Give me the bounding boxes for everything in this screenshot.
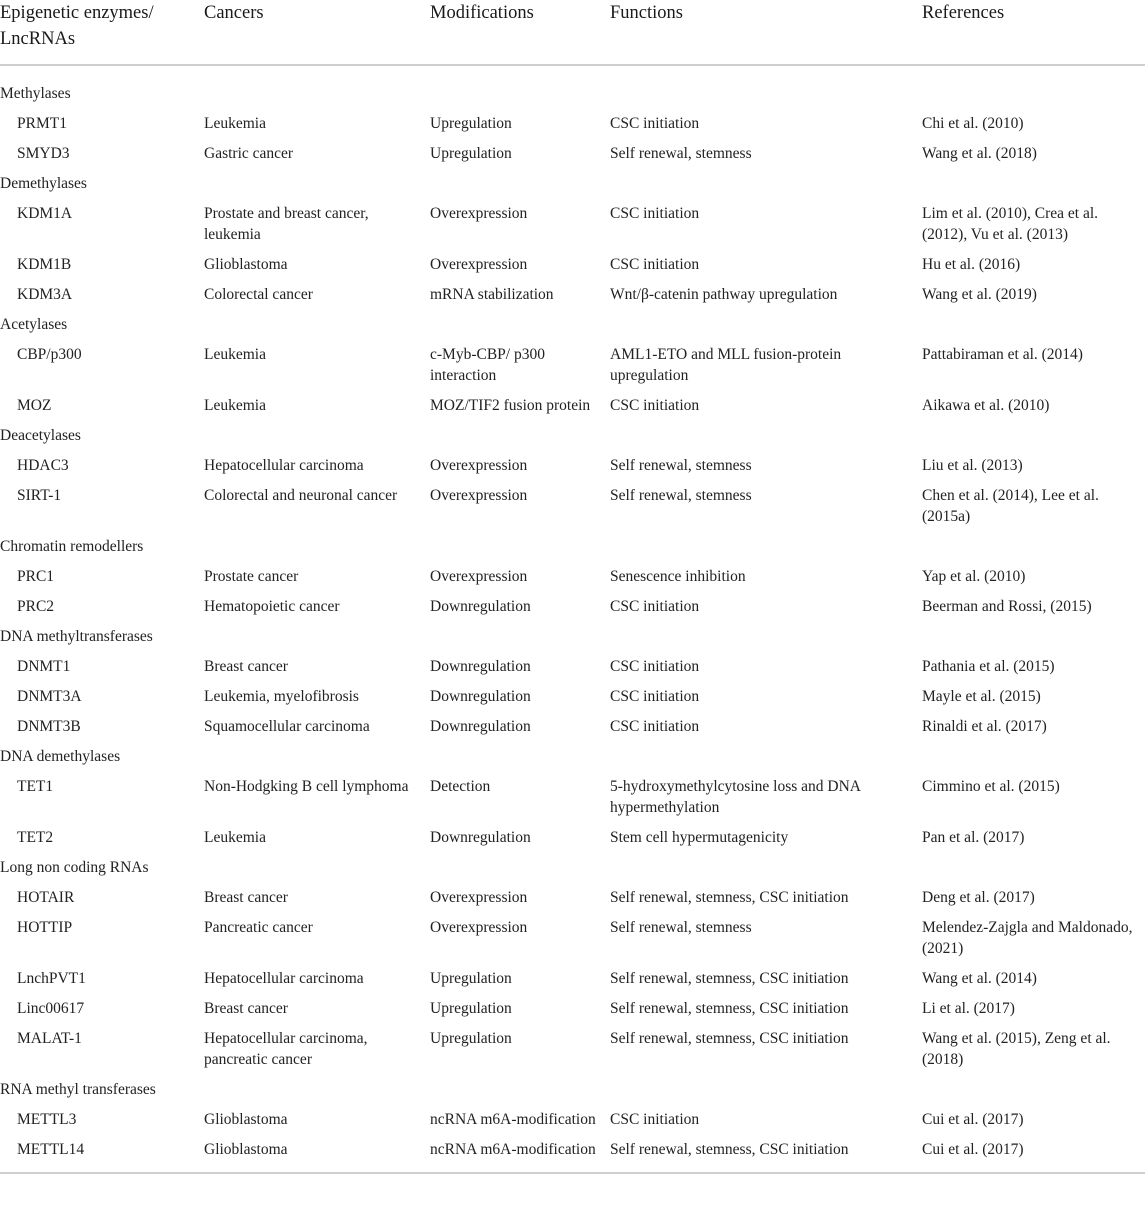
section-label: DNA demethylases [0,748,121,765]
cell-reference: Rinaldi et al. (2017) [922,718,1047,735]
cell-reference: Yap et al. (2010) [922,568,1026,585]
section-label: Methylases [0,85,71,102]
header-cancers: Cancers [204,0,430,65]
cell-function: Senescence inhibition [610,568,746,585]
cell-function: Self renewal, stemness [610,919,752,936]
cell-modification: Downregulation [430,658,531,675]
section-label: Acetylases [0,316,68,333]
table-row [0,823,1145,853]
cell-reference: Chen et al. (2014), Lee et al. (2015a) [922,487,1099,525]
cell-modification: Overexpression [430,205,528,222]
cell-reference: Liu et al. (2013) [922,457,1023,474]
table-row [0,199,1145,250]
cell-enzyme: HOTAIR [17,889,75,906]
cell-modification: Downregulation [430,598,531,615]
section-row [0,853,1145,883]
cell-modification: Upregulation [430,145,512,162]
section-row [0,532,1145,562]
cell-enzyme: HDAC3 [17,457,69,474]
cell-modification: Overexpression [430,487,528,504]
cell-modification: Upregulation [430,115,512,132]
header-functions: Functions [610,0,922,65]
cell-enzyme: METTL3 [17,1111,77,1128]
section-row [0,622,1145,652]
section-label: RNA methyl transferases [0,1081,156,1098]
table-row [0,964,1145,994]
cell-cancer: Breast cancer [204,889,288,906]
cell-enzyme: SIRT-1 [17,487,62,504]
cell-function: Self renewal, stemness, CSC initiation [610,1030,849,1047]
cell-cancer: Colorectal cancer [204,286,313,303]
cell-modification: Upregulation [430,1000,512,1017]
cell-function: Self renewal, stemness, CSC initiation [610,1000,849,1017]
cell-cancer: Leukemia, myelofibrosis [204,688,359,705]
cell-enzyme: DNMT3B [17,718,81,735]
cell-reference: Cui et al. (2017) [922,1135,1145,1173]
section-row [0,65,1145,109]
cell-reference: Pattabiraman et al. (2014) [922,346,1083,363]
cell-function: CSC initiation [610,598,700,615]
cell-modification: c-Myb-CBP/ p300 interaction [430,346,545,384]
cell-reference: Lim et al. (2010), Crea et al. (2012), Vu et al. (2013) [922,205,1099,243]
table-row [0,1024,1145,1075]
table-row [0,139,1145,169]
table-row [0,883,1145,913]
cell-cancer: Non-Hodgking B cell lymphoma [204,778,409,795]
cell-modification: Detection [430,778,491,795]
cell-cancer: Gastric cancer [204,145,294,162]
table-row [0,652,1145,682]
cell-cancer: Hepatocellular carcinoma [204,457,364,474]
cell-function: Stem cell hypermutagenicity [610,829,789,846]
table-row [0,340,1145,391]
section-row [0,310,1145,340]
cell-function: CSC initiation [610,115,700,132]
cell-enzyme: PRC2 [17,598,55,615]
header-references: References [922,0,1145,65]
cell-reference: Wang et al. (2019) [922,286,1037,303]
cell-reference: Cui et al. (2017) [922,1111,1024,1128]
section-label: Chromatin remodellers [0,538,144,555]
cell-cancer: Prostate cancer [204,568,299,585]
cell-enzyme: CBP/p300 [17,346,82,363]
cell-function: CSC initiation [610,688,700,705]
cell-function: Self renewal, stemness, CSC initiation [610,1135,922,1173]
cell-enzyme: KDM1B [17,256,72,273]
section-label: Deacetylases [0,427,81,444]
cell-reference: Beerman and Rossi, (2015) [922,598,1092,615]
table-header [0,0,1145,65]
table-row [0,913,1145,964]
table-body [0,65,1145,1173]
cell-reference: Li et al. (2017) [922,1000,1015,1017]
table-row [0,994,1145,1024]
cell-reference: Chi et al. (2010) [922,115,1024,132]
cell-enzyme: MOZ [17,397,52,414]
cell-cancer: Hematopoietic cancer [204,598,340,615]
cell-modification: mRNA stabilization [430,286,554,303]
cell-cancer: Leukemia [204,397,266,414]
cell-modification: Downregulation [430,829,531,846]
cell-reference: Aikawa et al. (2010) [922,397,1050,414]
cell-reference: Pan et al. (2017) [922,829,1025,846]
table-row [0,391,1145,421]
cell-function: AML1-ETO and MLL fusion-protein upregulation [610,346,842,384]
cell-function: CSC initiation [610,397,700,414]
cell-cancer: Colorectal and neuronal cancer [204,487,398,504]
section-label: Long non coding RNAs [0,859,149,876]
cell-reference: Cimmino et al. (2015) [922,778,1060,795]
cell-cancer: Breast cancer [204,658,288,675]
cell-enzyme: KDM3A [17,286,73,303]
cell-cancer: Leukemia [204,346,266,363]
table-row [0,280,1145,310]
cell-function: Self renewal, stemness, CSC initiation [610,889,849,906]
table-row [0,772,1145,823]
cell-cancer: Squamocellular carcinoma [204,718,370,735]
cell-enzyme: PRC1 [17,568,55,585]
cell-enzyme: PRMT1 [17,115,67,132]
cell-enzyme: LnchPVT1 [17,970,86,987]
cell-function: CSC initiation [610,205,700,222]
cell-enzyme: HOTTIP [17,919,73,936]
cell-cancer: Glioblastoma [204,1111,288,1128]
table-row [0,1105,1145,1135]
cell-function: Wnt/β-catenin pathway upregulation [610,286,838,303]
cell-cancer: Prostate and breast cancer, leukemia [204,205,369,243]
cell-reference: Deng et al. (2017) [922,889,1035,906]
table-row [0,109,1145,139]
cell-enzyme: SMYD3 [17,145,70,162]
cell-cancer: Hepatocellular carcinoma [204,970,364,987]
cell-cancer: Leukemia [204,115,266,132]
cell-reference: Mayle et al. (2015) [922,688,1041,705]
section-label: DNA methyltransferases [0,628,153,645]
cell-reference: Melendez-Zajgla and Maldonado, (2021) [922,919,1133,957]
table-row [0,250,1145,280]
cell-function: 5-hydroxymethylcytosine loss and DNA hypermethylation [610,778,861,816]
cell-function: CSC initiation [610,1111,700,1128]
cell-modification: Overexpression [430,256,528,273]
section-row [0,169,1145,199]
cell-modification: Upregulation [430,970,512,987]
cell-reference: Pathania et al. (2015) [922,658,1055,675]
section-row [0,1075,1145,1105]
cell-modification: Downregulation [430,718,531,735]
table-row [0,682,1145,712]
cell-function: Self renewal, stemness, CSC initiation [610,970,849,987]
cell-modification: Overexpression [430,919,528,936]
cell-modification: ncRNA m6A-modification [430,1111,596,1128]
cell-enzyme: Linc00617 [17,1000,85,1017]
cell-modification: Overexpression [430,889,528,906]
cell-enzyme: TET2 [17,829,54,846]
table-row [0,451,1145,481]
cell-modification: Overexpression [430,457,528,474]
cell-enzyme: TET1 [17,778,54,795]
cell-cancer: Leukemia [204,829,266,846]
table-row [0,592,1145,622]
cell-cancer: Breast cancer [204,1000,288,1017]
cell-enzyme: DNMT1 [17,658,71,675]
cell-modification: Downregulation [430,688,531,705]
cell-function: CSC initiation [610,718,700,735]
cell-function: CSC initiation [610,658,700,675]
cell-enzyme: METTL14 [0,1135,204,1173]
cell-function: Self renewal, stemness [610,145,752,162]
cell-cancer: Pancreatic cancer [204,919,313,936]
header-enzymes: Epigenetic enzymes/ LncRNAs [0,0,204,65]
cell-reference: Wang et al. (2018) [922,145,1037,162]
cell-enzyme: DNMT3A [17,688,82,705]
table-row [0,481,1145,532]
section-row [0,742,1145,772]
cell-reference: Hu et al. (2016) [922,256,1021,273]
cell-modification: MOZ/TIF2 fusion protein [430,397,591,414]
cell-modification: Upregulation [430,1030,512,1047]
cell-reference: Wang et al. (2014) [922,970,1037,987]
table-row [0,562,1145,592]
table-row [0,712,1145,742]
cell-modification: ncRNA m6A-modification [430,1135,610,1173]
cell-cancer: Hepatocellular carcinoma, pancreatic cancer [204,1030,368,1068]
header-modifications: Modifications [430,0,610,65]
cell-cancer: Glioblastoma [204,1135,430,1173]
cell-enzyme: MALAT-1 [17,1030,82,1047]
cell-modification: Overexpression [430,568,528,585]
cell-reference: Wang et al. (2015), Zeng et al. (2018) [922,1030,1111,1068]
cell-function: Self renewal, stemness [610,487,752,504]
cell-enzyme: KDM1A [17,205,73,222]
cell-cancer: Glioblastoma [204,256,288,273]
section-label: Demethylases [0,175,87,192]
cell-function: Self renewal, stemness [610,457,752,474]
table-row [0,1135,1145,1173]
cell-function: CSC initiation [610,256,700,273]
section-row [0,421,1145,451]
